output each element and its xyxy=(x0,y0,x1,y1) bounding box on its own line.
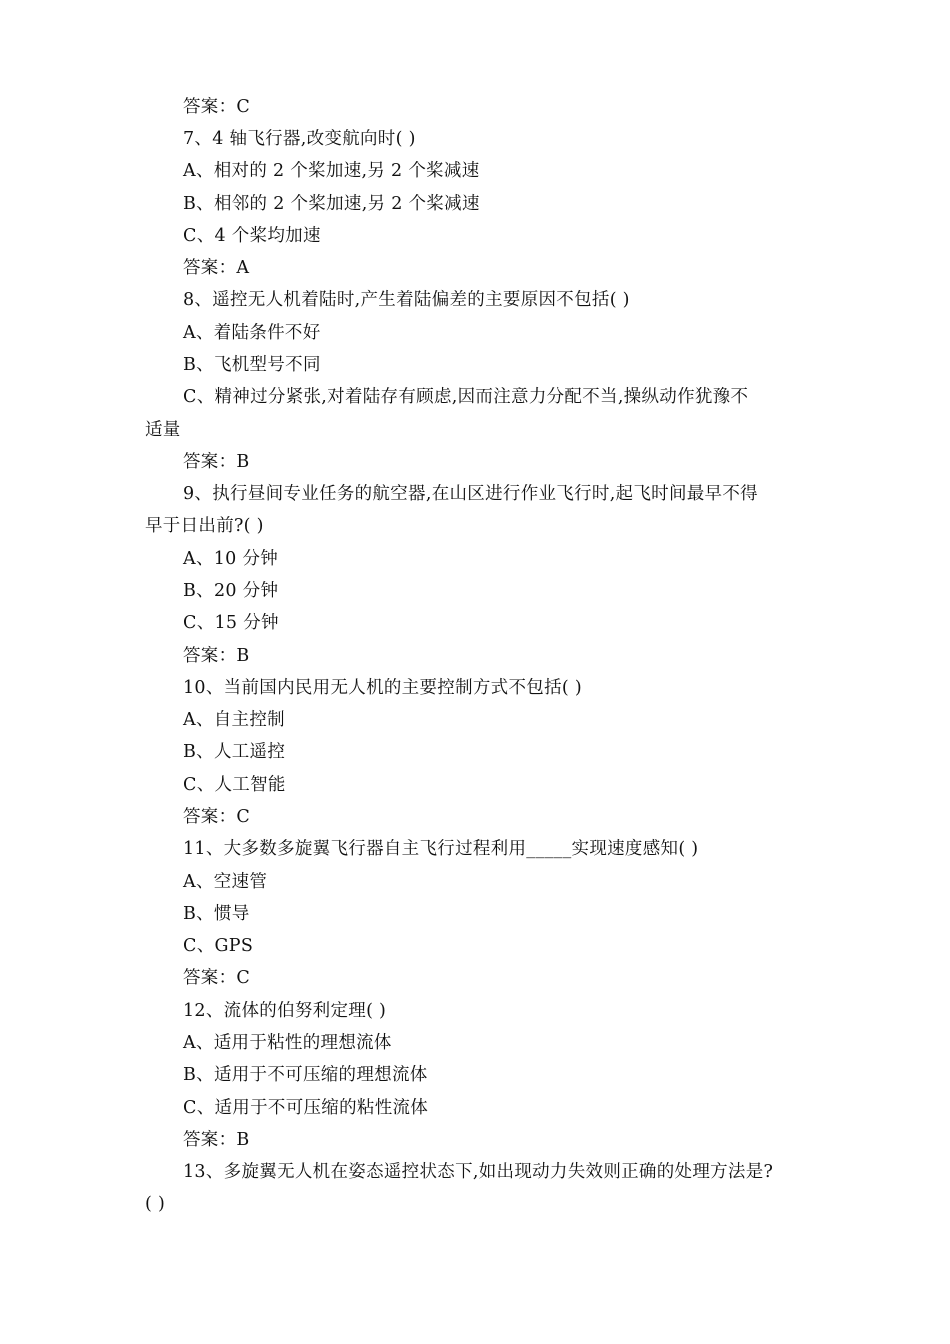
option-c: C、精神过分紧张,对着陆存有顾虑,因而注意力分配不当,操纵动作犹豫不 xyxy=(183,387,749,407)
option-a: A、适用于粘性的理想流体 xyxy=(183,1033,392,1053)
option-c-continuation: 适量 xyxy=(145,420,181,440)
option-c: C、4 个桨均加速 xyxy=(183,226,321,246)
option-a: A、空速管 xyxy=(183,872,268,892)
question-9: 9、执行昼间专业任务的航空器,在山区进行作业飞行时,起飞时间最早不得 xyxy=(183,484,758,504)
answer-line: 答案：C xyxy=(183,968,251,988)
option-a: A、着陆条件不好 xyxy=(183,323,321,343)
option-b: B、20 分钟 xyxy=(183,581,279,601)
option-b: B、飞机型号不同 xyxy=(183,355,321,375)
question-7: 7、4 轴飞行器,改变航向时( ) xyxy=(183,129,416,149)
option-a: A、10 分钟 xyxy=(183,549,279,569)
option-b: B、人工遥控 xyxy=(183,742,286,762)
answer-line: 答案：C xyxy=(183,97,251,117)
question-9-continuation: 早于日出前?( ) xyxy=(145,516,264,536)
option-c: C、适用于不可压缩的粘性流体 xyxy=(183,1098,429,1118)
answer-line: 答案：B xyxy=(183,1130,250,1150)
option-a: A、相对的 2 个桨加速,另 2 个桨减速 xyxy=(183,161,480,181)
option-a: A、自主控制 xyxy=(183,710,285,730)
question-11: 11、大多数多旋翼飞行器自主飞行过程利用_____实现速度感知( ) xyxy=(183,839,699,859)
question-13: 13、多旋翼无人机在姿态遥控状态下,如出现动力失效则正确的处理方法是? xyxy=(183,1162,774,1182)
question-8: 8、遥控无人机着陆时,产生着陆偏差的主要原因不包括( ) xyxy=(183,290,630,310)
option-b: B、惯导 xyxy=(183,904,250,924)
answer-line: 答案：C xyxy=(183,807,251,827)
question-12: 12、流体的伯努利定理( ) xyxy=(183,1001,387,1021)
option-b: B、适用于不可压缩的理想流体 xyxy=(183,1065,428,1085)
answer-line: 答案：B xyxy=(183,452,250,472)
option-b: B、相邻的 2 个桨加速,另 2 个桨减速 xyxy=(183,194,480,214)
option-c: C、GPS xyxy=(183,936,254,956)
option-c: C、人工智能 xyxy=(183,775,286,795)
question-10: 10、当前国内民用无人机的主要控制方式不包括( ) xyxy=(183,678,582,698)
answer-line: 答案：A xyxy=(183,258,250,278)
question-13-continuation: ( ) xyxy=(145,1194,166,1214)
answer-line: 答案：B xyxy=(183,646,250,666)
option-c: C、15 分钟 xyxy=(183,613,279,633)
